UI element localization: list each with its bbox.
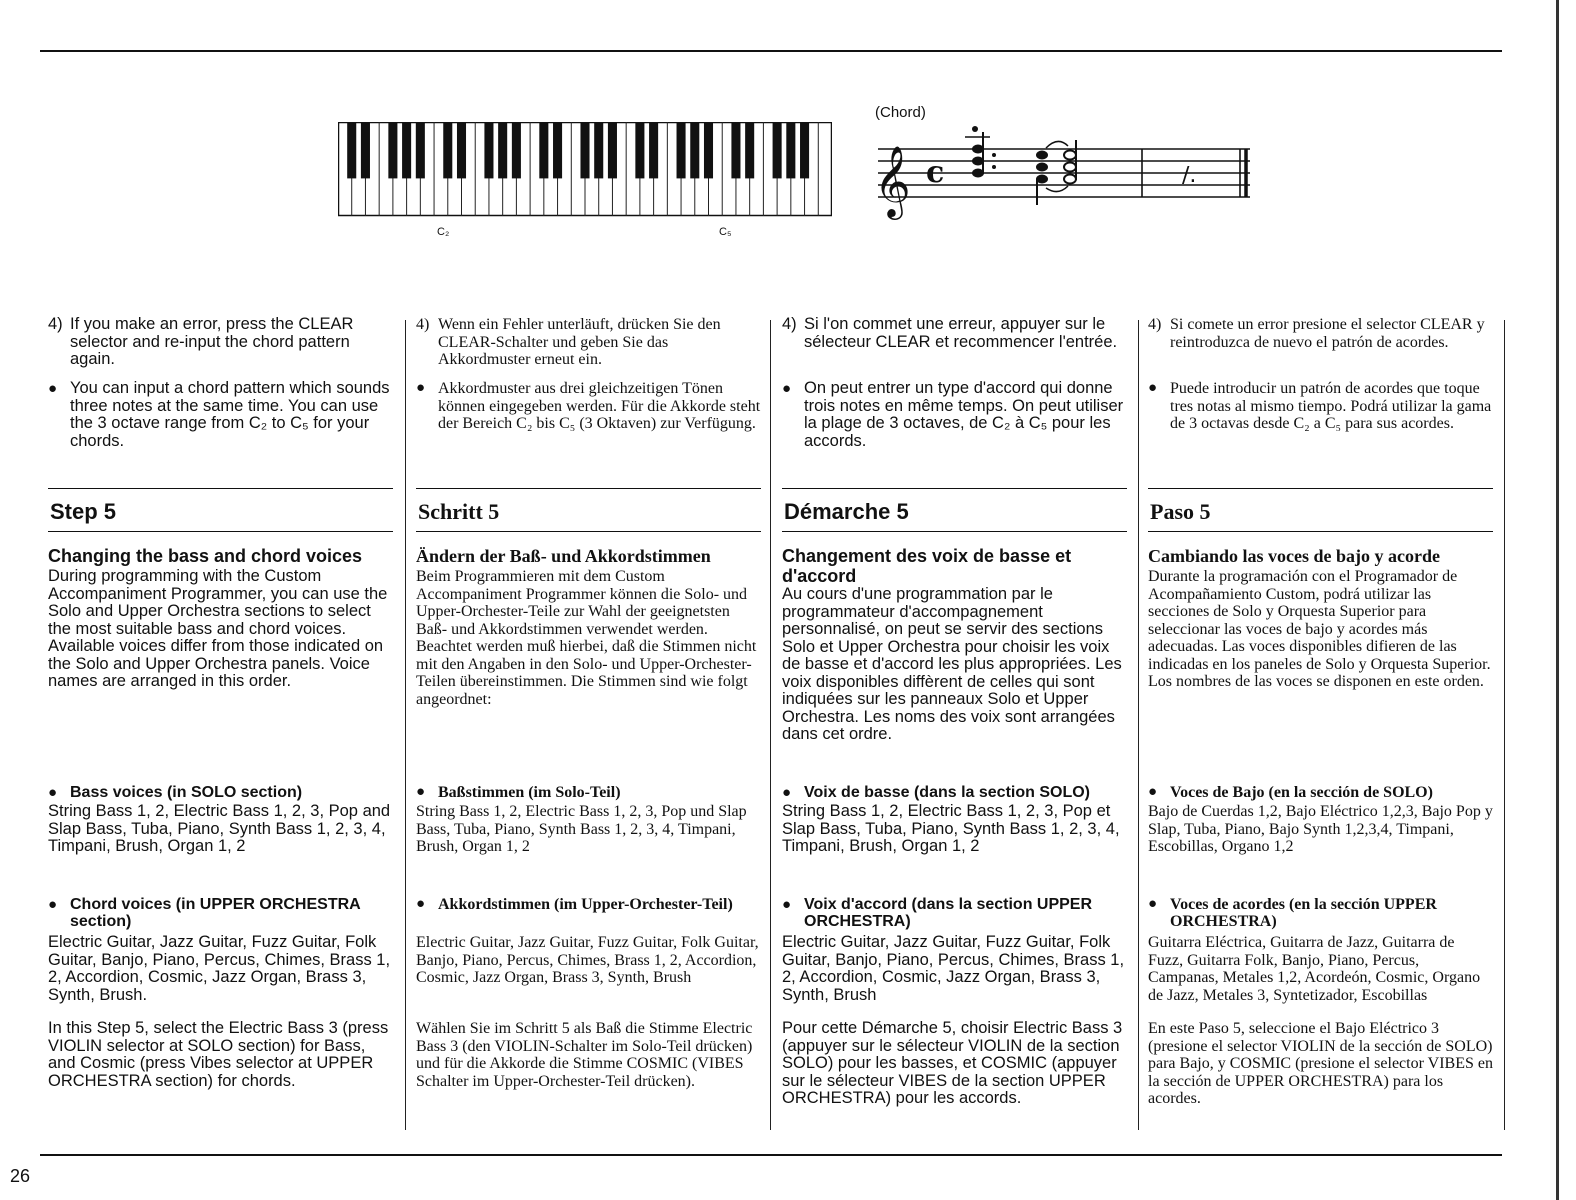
page-number: 26 (10, 1166, 31, 1186)
column-divider (770, 320, 771, 1130)
key-label-c2: C₂ (437, 226, 450, 238)
black-key (800, 122, 809, 178)
chord-voices-list: Guitarra Eléctrica, Guitarra de Jazz, Guitarra de Fuzz, Guitarra Folk, Banjo, Piano, Percus, Campanas, Metales 1,2, Acordeón, Cosmic, Organo de Jazz, Metales 3, Syntetizador, Escobillas (1148, 934, 1481, 1004)
section-subheading: Ändern der Baß- und Akkordstimmen (416, 546, 711, 566)
black-key (402, 122, 411, 178)
black-key (649, 122, 658, 178)
black-key (690, 122, 699, 178)
final-instruction: Wählen Sie im Schritt 5 als Baß die Stimme Electric Bass 3 (den VIOLIN-Schalter im Solo-Teil drücken) und für die Akkorde die Stimme COSMIC (VIBES Schalter im Upper-Orchester-Teil drücken). (416, 1020, 753, 1090)
chord-voices-heading: ● Voix d'accord (dans la section UPPER ORCHESTRA) (782, 896, 1093, 930)
step-heading: Démarche 5 (782, 488, 1127, 532)
black-key (594, 122, 603, 178)
bottom-rule (40, 1154, 1502, 1156)
black-key (773, 122, 782, 178)
intro-paragraph: During programming with the Custom Accompaniment Programmer, you can use the Solo and Upper Orchestra sections to select the most suitable bass and chord voices. Available voices differ from those indicated on the Solo and Upper Orchestra panels. Voice names are arranged in this order. (48, 567, 388, 690)
right-edge-mark (1556, 0, 1559, 1200)
black-key (635, 122, 644, 178)
treble-clef-icon: 𝄞 (874, 144, 911, 217)
bass-voices-heading: ● Baßstimmen (im Solo-Teil) (416, 784, 621, 801)
step-heading: Step 5 (48, 488, 393, 532)
step-heading: Paso 5 (1148, 488, 1493, 532)
common-time-icon: c (926, 155, 945, 190)
black-key (580, 122, 589, 178)
measure-repeat-icon: ∕. (1182, 163, 1197, 188)
black-key (498, 122, 507, 178)
black-key (416, 122, 425, 178)
intro-paragraph: Beim Programmieren mit dem Custom Accompaniment Programmer können die Solo- und Upper-Orchester-Teile zur Wahl der geeignetsten Baß- und Akkordstimmen verwendet werden. Beachtet werden muß hierbei, daß die Stimmen nicht mit den Angaben in den Solo- und Upper-Orchester-Teilen übereinstimmen. Die Stimmen sind wie folgt angeordnet: (416, 568, 757, 708)
black-key (388, 122, 397, 178)
chord-label: (Chord) (875, 104, 926, 121)
black-key (347, 122, 356, 178)
black-key (786, 122, 795, 178)
step-heading: Schritt 5 (416, 488, 761, 532)
column-divider (1138, 320, 1139, 1130)
black-key (677, 122, 686, 178)
black-key (539, 122, 548, 178)
section-subheading: Changing the bass and chord voices (48, 546, 363, 566)
chord-voices-list: Electric Guitar, Jazz Guitar, Fuzz Guitar, Folk Guitar, Banjo, Piano, Percus, Chimes, Brass 1, 2, Accordion, Cosmic, Jazz Organ, Brass 3, Synth, Brush (782, 933, 1125, 1004)
note-4: 4) Si l'on commet une erreur, appuyer sur le sélecteur CLEAR et recommencer l'entrée. (782, 315, 1118, 351)
black-key (553, 122, 562, 178)
note-4: 4) Wenn ein Fehler unterläuft, drücken Sie den CLEAR-Schalter und geben Sie das Akkordmuster erneut ein. (416, 316, 721, 368)
note-4: 4) If you make an error, press the CLEAR selector and re-input the chord pattern again. (48, 315, 354, 368)
bass-voices-list: String Bass 1, 2, Electric Bass 1, 2, 3, Pop et Slap Bass, Tuba, Piano, Synth Bass 1, 2, 3, 4, Timpani, Brush, Organ 1, 2 (782, 802, 1120, 855)
chord-voices-list: Electric Guitar, Jazz Guitar, Fuzz Guitar, Folk Guitar, Banjo, Piano, Percus, Chimes, Brass 1, 2, Accordion, Cosmic, Jazz Organ, Brass 3, Synth, Brush. (48, 933, 391, 1004)
bass-voices-list: String Bass 1, 2, Electric Bass 1, 2, 3, Pop und Slap Bass, Tuba, Piano, Synth Bass 1, 2, 3, 4, Timpani, Brush, Organ 1, 2 (416, 803, 747, 855)
chord-voices-heading: ● Akkordstimmen (im Upper-Orchester-Teil) (416, 896, 733, 913)
keyboard-diagram (338, 122, 832, 218)
bass-voices-heading: ● Voces de Bajo (en la sección de SOLO) (1148, 784, 1433, 801)
final-instruction: En este Paso 5, seleccione el Bajo Eléctrico 3 (presione el selector VIOLIN de la sección de SOLO) para Bajo, y COSMIC (presione el selector VIBES en la sección de UPPER ORCHESTRA) para los acordes. (1148, 1020, 1493, 1107)
bullet-note: ● Akkordmuster aus drei gleichzeitigen Tönen können eingegeben werden. Für die Akkorde steht der Bereich C₂ bis C₅ (3 Oktaven) zur Verfügung. (416, 380, 761, 432)
intro-paragraph: Au cours d'une programmation par le programmateur d'accompagnement personnalisé, on peut se servir des sections Solo et Upper Orchestra pour choisir les voix de basse et d'accord les plus appropriées. Les voix disponibles diffèrent de celles qui sont indiquées sur les panneaux Solo et Upper Orchestra. Les noms des voix sont arrangées dans cet ordre. (782, 585, 1122, 743)
bass-voices-heading: ● Voix de basse (dans la section SOLO) (782, 784, 1091, 801)
black-key (704, 122, 713, 178)
black-key (608, 122, 617, 178)
intro-paragraph: Durante la programación con el Programador de Acompañamiento Custom, podrá utilizar las secciones de Solo y Orquesta Superior para seleccionar las voces de bajo y acordes más adecuadas. Las voces disponibles difieren de las indicadas en los paneles de Solo y Orquesta Superior. Los nombres de las voces se disponen en este orden. (1148, 568, 1491, 690)
note-4: 4) Si comete un error presione el selector CLEAR y reintroduzca de nuevo el patrón de acordes. (1148, 316, 1485, 351)
column-divider (405, 320, 406, 1130)
bullet-note: ● On peut entrer un type d'accord qui donne trois notes en même temps. On peut utiliser la plage de 3 octaves, de C₂ à C₅ pour les accords. (782, 379, 1124, 450)
section-subheading: Changement des voix de basse et d'accord (782, 546, 1072, 586)
music-staff (872, 124, 1256, 220)
final-instruction: In this Step 5, select the Electric Bass 3 (press VIOLIN selector at SOLO section) for Bass, and Cosmic (press Vibes selector at UPPER ORCHESTRA section) for chords. (48, 1019, 389, 1090)
column-divider (1504, 320, 1505, 1130)
chord-voices-list: Electric Guitar, Jazz Guitar, Fuzz Guitar, Folk Guitar, Banjo, Piano, Percus, Chimes, Brass 1, 2, Accordion, Cosmic, Jazz Organ, Brass 3, Synth, Brush (416, 934, 759, 986)
section-subheading: Cambiando las voces de bajo y acorde (1148, 546, 1440, 566)
bass-voices-heading: ● Bass voices (in SOLO section) (48, 784, 303, 801)
black-key (745, 122, 754, 178)
black-key (361, 122, 370, 178)
black-key (457, 122, 466, 178)
black-key (731, 122, 740, 178)
black-key (512, 122, 521, 178)
black-key (443, 122, 452, 178)
key-label-c5: C₅ (719, 226, 732, 238)
bullet-note: ● Puede introducir un patrón de acordes que toque tres notas al mismo tiempo. Podrá utilizar la gama de 3 octavas desde C₂ a C₅ para sus acordes. (1148, 380, 1492, 432)
bass-voices-list: String Bass 1, 2, Electric Bass 1, 2, 3, Pop and Slap Bass, Tuba, Piano, Synth Bass 1, 2, 3, 4, Timpani, Brush, Organ 1, 2 (48, 802, 391, 855)
black-key (484, 122, 493, 178)
top-rule (40, 50, 1502, 52)
bass-voices-list: Bajo de Cuerdas 1,2, Bajo Eléctrico 1,2,3, Bajo Pop y Slap, Tuba, Piano, Bajo Synth 1,2,3,4, Timpani, Escobillas, Organo 1,2 (1148, 803, 1493, 855)
chord-voices-heading: ● Voces de acordes (en la sección UPPER ORCHESTRA) (1148, 896, 1437, 930)
final-instruction: Pour cette Démarche 5, choisir Electric Bass 3 (appuyer sur le sélecteur VIOLIN de la section SOLO) pour les basses, et COSMIC (appuyer sur le sélecteur VIBES de la section UPPER ORCHESTRA) pour les accords. (782, 1019, 1123, 1107)
chord-voices-heading: ● Chord voices (in UPPER ORCHESTRA section) (48, 896, 361, 930)
bullet-note: ● You can input a chord pattern which sounds three notes at the same time. You can use the 3 octave range from C₂ to C₅ for your chords. (48, 379, 390, 450)
